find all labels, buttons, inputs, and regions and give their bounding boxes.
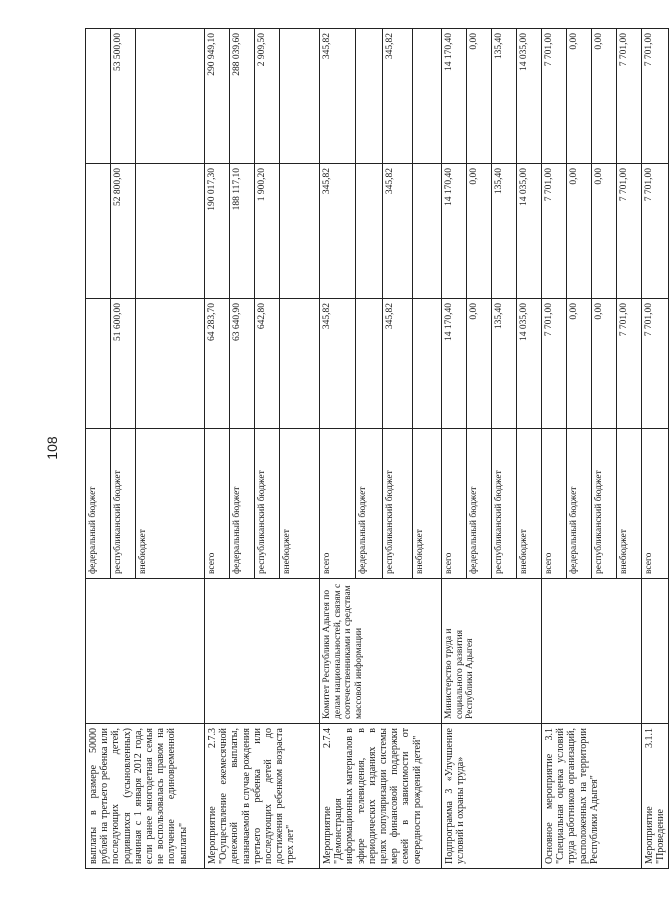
amount-year-1: 14 035,00 bbox=[517, 299, 542, 429]
amount-year-2: 345,82 bbox=[320, 164, 356, 299]
table-row bbox=[542, 29, 567, 869]
amount-year-3: 345,82 bbox=[383, 29, 413, 164]
amount-year-1 bbox=[86, 299, 111, 429]
funding-source: федеральный бюджет bbox=[230, 429, 255, 579]
amount-year-2: 135,40 bbox=[492, 164, 517, 299]
amount-year-1: 345,82 bbox=[383, 299, 413, 429]
amount-year-2 bbox=[86, 164, 111, 299]
funding-source: федеральный бюджет bbox=[86, 429, 111, 579]
amount-year-3: 0,00 bbox=[567, 29, 592, 164]
amount-year-1: 63 640,90 bbox=[230, 299, 255, 429]
executor-cell bbox=[542, 579, 642, 724]
funding-source: всего bbox=[642, 429, 669, 579]
amount-year-3: 135,40 bbox=[492, 29, 517, 164]
amount-year-1: 7 701,00 bbox=[642, 299, 669, 429]
amount-year-3: 290 949,10 bbox=[205, 29, 230, 164]
amount-year-3: 7 701,00 bbox=[617, 29, 642, 164]
table-row bbox=[86, 29, 111, 869]
measure-title: Основное мероприятие 3.1 "Специальная оценка условий труда работников организаций, расположенных на территории Республики Адыгея" bbox=[542, 724, 642, 869]
measure-title: Мероприятие 2.7.4 "Демонстрация информационных материалов в эфире телевидения, в периодических изданиях в целях популяризации системы мер финансовой поддержки семей в зависимости от очередности рождений детей" bbox=[320, 724, 442, 869]
amount-year-1: 0,00 bbox=[567, 299, 592, 429]
measure-title: Мероприятие 2.7.3 "Осуществление ежемесячной денежной выплаты, назначаемой в случае рождения третьего ребенка или последующих детей до достижения ребенком возраста трех лет" bbox=[205, 724, 320, 869]
funding-source: республиканский бюджет bbox=[383, 429, 413, 579]
amount-year-2: 7 701,00 bbox=[617, 164, 642, 299]
amount-year-2 bbox=[280, 164, 320, 299]
amount-year-2: 1 900,20 bbox=[255, 164, 280, 299]
measure-title: выплаты в размере 50000 рублей на третьего ребенка или последующих детей, родившихся (усыновленных) начиная с 1 января 2012 года, если ранее многодетная семья не воспользовалась правом на получение единовременной выплаты" bbox=[86, 724, 205, 869]
amount-year-1 bbox=[280, 299, 320, 429]
rotated-content bbox=[85, 29, 667, 869]
funding-source: внебюджет bbox=[280, 429, 320, 579]
amount-year-2: 14 035,00 bbox=[517, 164, 542, 299]
funding-source: всего bbox=[205, 429, 230, 579]
amount-year-1: 7 701,00 bbox=[617, 299, 642, 429]
executor-cell bbox=[642, 579, 669, 724]
funding-source: республиканский бюджет bbox=[492, 429, 517, 579]
amount-year-1 bbox=[136, 299, 205, 429]
amount-year-2: 0,00 bbox=[567, 164, 592, 299]
amount-year-1: 0,00 bbox=[467, 299, 492, 429]
funding-source: внебюджет bbox=[617, 429, 642, 579]
amount-year-3: 288 039,60 bbox=[230, 29, 255, 164]
measure-title: Мероприятие 3.1.1 "Проведение bbox=[642, 724, 669, 869]
amount-year-2: 345,82 bbox=[383, 164, 413, 299]
amount-year-1: 0,00 bbox=[592, 299, 617, 429]
amount-year-3: 345,82 bbox=[320, 29, 356, 164]
table-row bbox=[320, 29, 356, 869]
amount-year-3 bbox=[86, 29, 111, 164]
amount-year-3 bbox=[136, 29, 205, 164]
executor-cell bbox=[205, 579, 320, 724]
amount-year-2 bbox=[136, 164, 205, 299]
funding-source: внебюджет bbox=[136, 429, 205, 579]
amount-year-2: 14 170,40 bbox=[442, 164, 467, 299]
amount-year-2: 52 800,00 bbox=[111, 164, 136, 299]
amount-year-2 bbox=[413, 164, 442, 299]
funding-source: федеральный бюджет bbox=[467, 429, 492, 579]
amount-year-3: 2 909,50 bbox=[255, 29, 280, 164]
funding-source: республиканский бюджет bbox=[592, 429, 617, 579]
amount-year-3: 14 170,40 bbox=[442, 29, 467, 164]
amount-year-3: 0,00 bbox=[592, 29, 617, 164]
amount-year-1 bbox=[413, 299, 442, 429]
amount-year-3 bbox=[356, 29, 383, 164]
budget-table bbox=[85, 28, 669, 869]
amount-year-3 bbox=[280, 29, 320, 164]
funding-source: всего bbox=[542, 429, 567, 579]
funding-source: федеральный бюджет bbox=[356, 429, 383, 579]
measure-title: Подпрограмма 3 «Улучшение условий и охраны труда» bbox=[442, 724, 542, 869]
amount-year-1: 14 170,40 bbox=[442, 299, 467, 429]
amount-year-1 bbox=[356, 299, 383, 429]
executor-cell: Министерство труда и социального развития Республики Адыгея bbox=[442, 579, 542, 724]
funding-source: республиканский бюджет bbox=[111, 429, 136, 579]
amount-year-1: 7 701,00 bbox=[542, 299, 567, 429]
funding-source: республиканский бюджет bbox=[255, 429, 280, 579]
amount-year-3: 0,00 bbox=[467, 29, 492, 164]
executor-cell bbox=[86, 579, 205, 724]
funding-source: внебюджет bbox=[413, 429, 442, 579]
funding-source: всего bbox=[442, 429, 467, 579]
table-row bbox=[442, 29, 467, 869]
funding-source: внебюджет bbox=[517, 429, 542, 579]
amount-year-2: 190 017,30 bbox=[205, 164, 230, 299]
amount-year-1: 345,82 bbox=[320, 299, 356, 429]
amount-year-3 bbox=[413, 29, 442, 164]
amount-year-3: 7 701,00 bbox=[542, 29, 567, 164]
funding-source: всего bbox=[320, 429, 356, 579]
amount-year-2: 7 701,00 bbox=[542, 164, 567, 299]
amount-year-2: 0,00 bbox=[467, 164, 492, 299]
amount-year-2: 188 117,10 bbox=[230, 164, 255, 299]
amount-year-1: 135,40 bbox=[492, 299, 517, 429]
table-row bbox=[205, 29, 230, 869]
funding-source: федеральный бюджет bbox=[567, 429, 592, 579]
amount-year-1: 642,80 bbox=[255, 299, 280, 429]
amount-year-1: 64 283,70 bbox=[205, 299, 230, 429]
executor-cell: Комитет Республики Адыгея по делам национальностей, связям с соотечественниками и средствам массовой информации bbox=[320, 579, 442, 724]
amount-year-1: 51 600,00 bbox=[111, 299, 136, 429]
amount-year-3: 7 701,00 bbox=[642, 29, 669, 164]
page-number: 108 bbox=[44, 436, 60, 460]
amount-year-2: 0,00 bbox=[592, 164, 617, 299]
amount-year-3: 53 500,00 bbox=[111, 29, 136, 164]
amount-year-2: 7 701,00 bbox=[642, 164, 669, 299]
table-row bbox=[642, 29, 669, 869]
amount-year-3: 14 035,00 bbox=[517, 29, 542, 164]
amount-year-2 bbox=[356, 164, 383, 299]
